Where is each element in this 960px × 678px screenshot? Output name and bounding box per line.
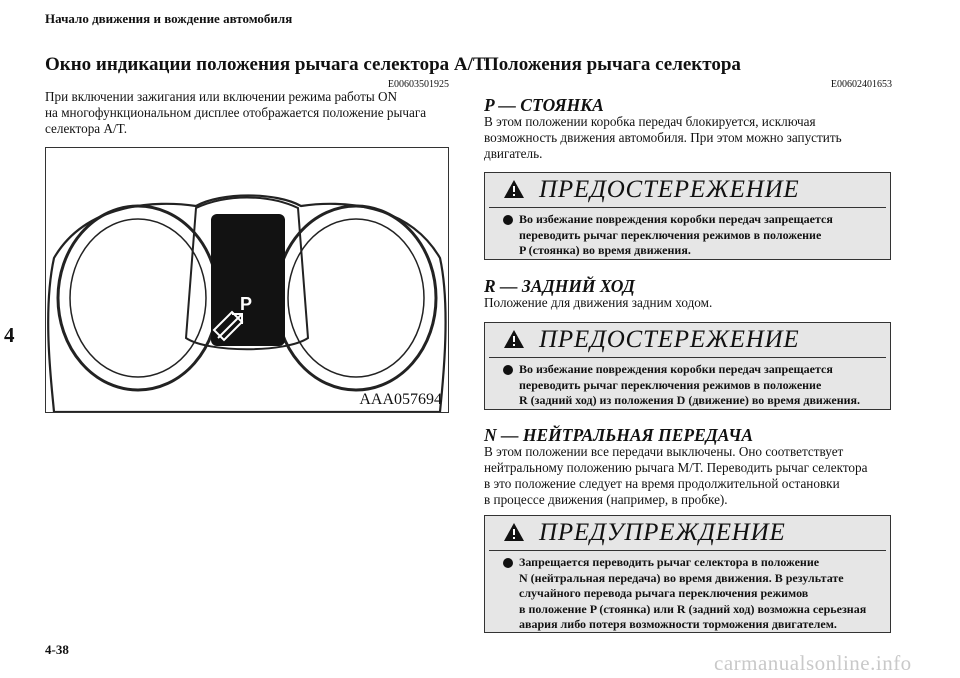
section-heading-r: R — ЗАДНИЙ ХОД xyxy=(484,276,635,296)
text-line: в процессе движения (например, в пробке). xyxy=(484,492,728,507)
text-line: При включении зажигания или включении режима работы ON xyxy=(45,89,398,104)
right-section-title: Положения рычага селектора xyxy=(484,54,741,75)
page-number: 4-38 xyxy=(45,642,69,657)
caution-body xyxy=(485,358,890,414)
text-line: авария либо потеря возможности торможения двигателем. xyxy=(519,617,837,631)
text-line: двигатель. xyxy=(484,146,543,161)
right-section-code: E00602401653 xyxy=(830,79,892,90)
section-heading-p: P — СТОЯНКА xyxy=(484,95,604,115)
section-r-paragraph xyxy=(484,295,894,311)
text-line: нейтральному положению рычага M/T. Переводить рычаг селектора xyxy=(484,460,868,475)
bullet-icon xyxy=(503,365,513,375)
running-header: Начало движения и вождение автомобиля xyxy=(45,11,293,26)
multi-info-display xyxy=(211,214,285,346)
caution-title-bar xyxy=(489,175,886,208)
instrument-cluster-figure xyxy=(45,147,449,413)
chapter-tab: 4 xyxy=(4,323,15,347)
caution-box-p xyxy=(484,172,891,260)
text-line: случайного перевода рычага переключения режимов xyxy=(519,586,809,600)
left-section-title: Окно индикации положения рычага селектора A/T xyxy=(45,54,486,75)
warning-triangle-icon xyxy=(503,329,525,349)
instrument-cluster-illustration xyxy=(46,148,448,412)
warning-body xyxy=(485,551,890,638)
text-line: переводить рычаг переключения режимов в положение xyxy=(519,377,822,392)
text-line: N (нейтральная передача) во время движения. В результате xyxy=(519,570,844,585)
caution-title: ПРЕДОСТЕРЕЖЕНИЕ xyxy=(539,326,800,353)
text-line: В этом положении коробка передач блокируется, исключая xyxy=(484,114,816,129)
figure-label: AAA057694 xyxy=(359,391,442,408)
text-line: в это положение следует на время продолжительной остановки xyxy=(484,476,840,491)
text-line: Во избежание повреждения коробки передач запрещается xyxy=(519,212,833,226)
left-gauge-inner xyxy=(70,219,206,377)
section-heading-n: N — НЕЙТРАЛЬНАЯ ПЕРЕДАЧА xyxy=(484,425,754,445)
text-line: P (стоянка) во время движения. xyxy=(519,243,691,257)
caution-body xyxy=(485,208,890,264)
right-gauge-inner xyxy=(288,219,424,377)
warning-triangle-icon xyxy=(503,179,525,199)
section-p-paragraph xyxy=(484,114,894,162)
gear-indicator-letter: P xyxy=(240,294,253,314)
text-line: возможность движения автомобиля. При этом можно запустить xyxy=(484,130,842,145)
caution-title: ПРЕДОСТЕРЕЖЕНИЕ xyxy=(539,176,800,203)
watermark: carmanualsonline.info xyxy=(714,651,912,675)
warning-title: ПРЕДУПРЕЖДЕНИЕ xyxy=(539,519,786,546)
text-line: Во избежание повреждения коробки передач запрещается xyxy=(519,362,833,376)
section-n-paragraph xyxy=(484,444,894,508)
text-line: в положение P (стоянка) или R (задний ход) возможна серьезная xyxy=(519,601,867,616)
caution-box-r xyxy=(484,322,891,410)
text-line: переводить рычаг переключения режимов в положение xyxy=(519,227,822,242)
text-line: Запрещается переводить рычаг селектора в положение xyxy=(519,555,820,569)
text-line: Положение для движения задним ходом. xyxy=(484,295,713,310)
bullet-icon xyxy=(503,558,513,568)
text-line: селектора A/T. xyxy=(45,121,128,136)
text-line: на многофункциональном дисплее отображается положение рычага xyxy=(45,105,427,120)
warning-box-n xyxy=(484,515,891,633)
left-paragraph xyxy=(45,89,455,137)
text-line: В этом положении все передачи выключены. Оно соответствует xyxy=(484,444,844,459)
warning-title-bar xyxy=(489,518,886,551)
left-section-code: E00603501925 xyxy=(387,79,449,90)
text-line: R (задний ход) из положения D (движение) во время движения. xyxy=(519,393,861,407)
bullet-icon xyxy=(503,215,513,225)
caution-title-bar xyxy=(489,325,886,358)
warning-triangle-icon xyxy=(503,522,525,542)
